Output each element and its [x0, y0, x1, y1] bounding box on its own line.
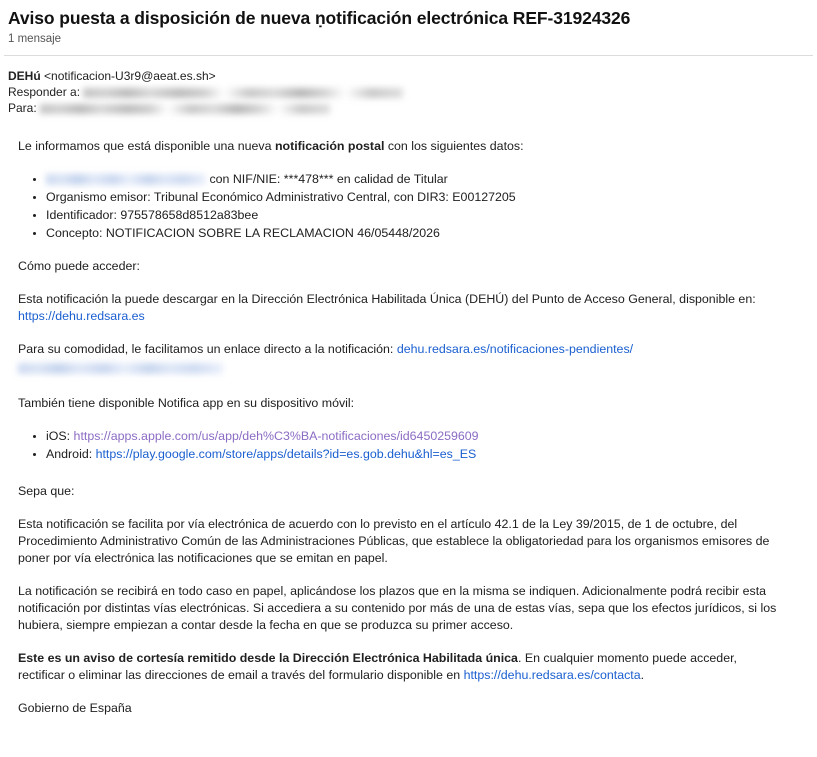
app-intro-paragraph: También tiene disponible Notifica app en su dispositivo móvil: — [18, 395, 355, 410]
legal-paragraph-1: Esta notificación se facilita por vía electrónica de acuerdo con lo previsto en el artículo 42.1 de la Ley 39/2015, de 1 de octubre, del Procedimiento Administrativo Común de las Administraciones Públicas, que establece la obligatoriedad para los organismos emisores de poner por vía electrónica las notificaciones que se emitan en papel. — [18, 516, 770, 565]
list-item-android — [46, 446, 778, 463]
courtesy-text-after: . En cualquier momento puede acceder, rectificar o eliminar las direcciones de email a través del formulario disponible en — [18, 650, 737, 682]
to-line — [8, 100, 817, 116]
mobile-app-list — [18, 428, 778, 463]
intro-paragraph — [18, 138, 778, 155]
list-item-organismo: • Organismo emisor: Tribunal Económico Administrativo Central, con DIR3: E00127205 — [46, 189, 778, 206]
list-item-ios — [46, 428, 778, 445]
dehu-portal-link[interactable]: https://dehu.redsara.es — [18, 308, 145, 323]
ios-label: iOS: — [46, 428, 74, 443]
know-that-heading: Sepa que: — [18, 483, 75, 498]
legal-paragraph-2: La notificación se recibirá en todo caso en papel, aplicándose los plazos que en la misma se indiquen. Adicionalmente podrá recibir esta notificación por distintas vías electrónicas. Si accediera a su contenido por más de una de estas vías, sepa que los efectos jurídicos, si los hubiera, siempre empiezan a contar desde la fecha en que se produzca su primer acceso. — [18, 583, 777, 632]
email-message — [0, 8, 817, 757]
list-item-recipient — [46, 171, 778, 188]
intro-text-after: con los siguientes datos: — [384, 138, 524, 153]
list-item-concepto: • Concepto: NOTIFICACION SOBRE LA RECLAMACION 46/05448/2026 — [46, 225, 778, 242]
message-count: 1 mensaje — [8, 33, 62, 45]
to-label: Para: — [8, 100, 37, 115]
sender-name: DEHú — [8, 68, 41, 83]
direct-notification-link[interactable]: dehu.redsara.es/notificaciones-pendientes/ — [396, 341, 634, 356]
intro-bold-text: notificación postal — [274, 138, 385, 153]
courtesy-paragraph — [18, 650, 778, 684]
sender-address: <notificacion-U3r9@aeat.es.sh> — [44, 68, 216, 83]
direct-link-tail-redacted — [18, 363, 223, 374]
how-to-access-heading: Cómo puede acceder: — [18, 258, 140, 273]
signature-line: Gobierno de España — [18, 700, 132, 715]
ios-app-link[interactable]: https://apps.apple.com/us/app/deh%C3%BA-notificaciones/id6450259609 — [73, 428, 479, 443]
header-divider — [4, 55, 813, 56]
reply-to-label: Responder a: — [8, 84, 81, 99]
notification-details-list — [18, 171, 778, 242]
address-block — [8, 68, 817, 116]
to-value-redacted — [40, 104, 330, 114]
intro-text-before: Le informamos que está disponible una nueva — [18, 138, 275, 153]
from-line — [8, 68, 817, 84]
list-item-identificador: • Identificador: 975578658d8512a83bee — [46, 207, 778, 224]
email-subject: Aviso puesta a disposición de nueva ṇotificación electrónica REF-31924326 — [8, 8, 631, 28]
contact-form-link[interactable]: https://dehu.redsara.es/contacta — [463, 667, 641, 682]
email-body — [18, 138, 778, 717]
android-label: Android: — [46, 446, 96, 461]
direct-link-paragraph — [18, 341, 778, 375]
courtesy-bold-text: Este es un aviso de cortesía remitido desde la Dirección Electrónica Habilitada única — [18, 650, 518, 665]
android-app-link[interactable]: https://play.google.com/store/apps/details?id=es.gob.dehu&hl=es_ES — [95, 446, 477, 461]
download-text: Esta notificación la puede descargar en la Dirección Electrónica Habilitada Única (DEHÚ) del Punto de Acceso General, disponible en: — [18, 291, 756, 306]
reply-to-value-redacted — [83, 88, 403, 98]
recipient-email-redacted — [46, 174, 206, 185]
direct-link-text: Para su comodidad, le facilitamos un enlace directo a la notificación: — [18, 341, 397, 356]
recipient-nif-text: con NIF/NIE: ***478*** en calidad de Titular — [206, 171, 448, 186]
reply-to-line — [8, 84, 817, 100]
courtesy-period: . — [640, 667, 645, 682]
download-paragraph — [18, 291, 778, 325]
